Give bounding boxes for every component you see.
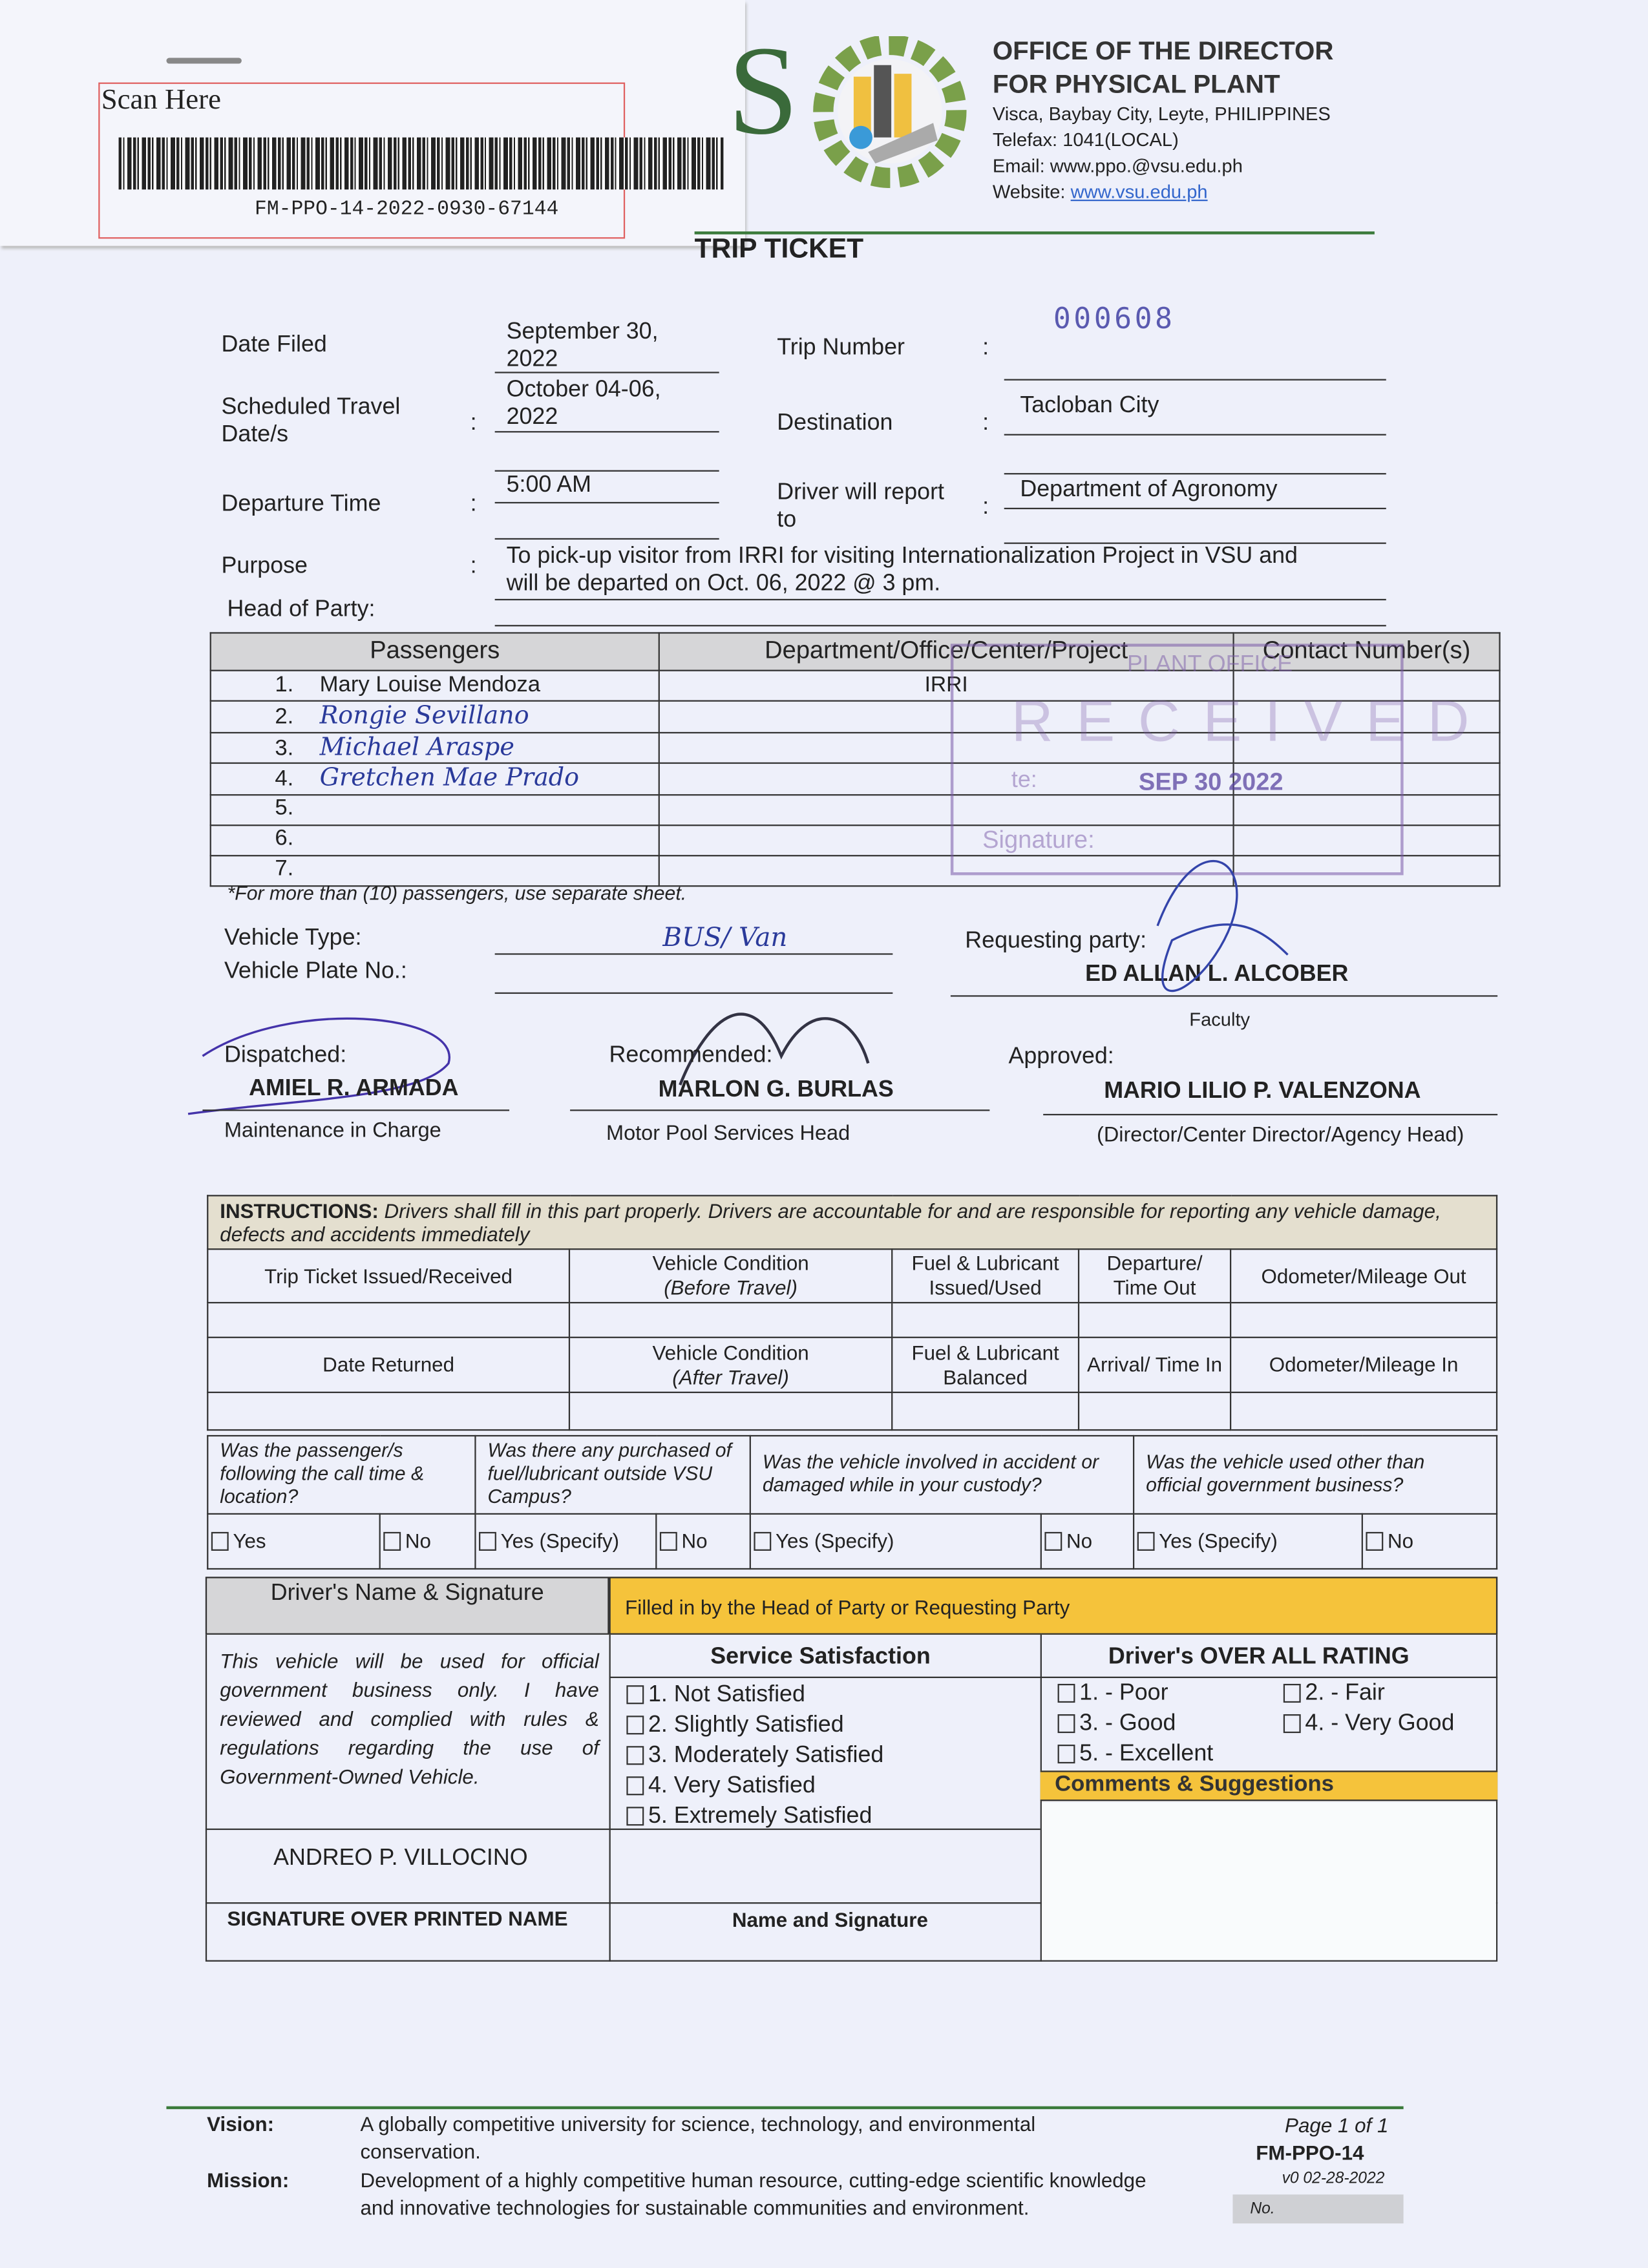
q1-yes-checkbox[interactable]: Yes — [207, 1513, 379, 1568]
requesting-party-title: Faculty — [1189, 1008, 1251, 1031]
approved-title: (Director/Center Director/Agency Head) — [1097, 1124, 1464, 1148]
comments-header: Comments & Suggestions — [1041, 1770, 1497, 1801]
barcode-text: FM-PPO-14-2022-0930-67144 — [255, 198, 559, 222]
input-cell[interactable] — [207, 1392, 569, 1430]
date-filed-value-1: September 30, — [506, 319, 659, 344]
rating-fair[interactable]: 2. - Fair — [1284, 1681, 1385, 1706]
col-passengers: Passengers — [211, 633, 659, 670]
stamp-received: RECEIVED — [1011, 689, 1493, 754]
q3-no-checkbox[interactable]: No — [1041, 1513, 1134, 1568]
input-cell[interactable] — [569, 1392, 892, 1430]
question-fuel-purchase: Was there any purchased of fuel/lubricant outside VSU Campus? — [475, 1436, 750, 1513]
hdr-odometer-out: Odometer/Mileage Out — [1231, 1250, 1497, 1303]
vision-text-2: conservation. — [360, 2139, 481, 2163]
head-of-party-label: Head of Party: — [227, 597, 375, 622]
sched-value-1: October 04-06, — [506, 377, 661, 403]
stamp-signature: Signature: — [982, 826, 1095, 854]
sched-label-1: Scheduled Travel — [221, 395, 401, 420]
report-to-label-1: Driver will report — [777, 480, 944, 505]
trip-number-label: Trip Number — [777, 335, 905, 361]
mission-text-2: and innovative technologies for sustainable communities and environment. — [360, 2196, 1030, 2220]
questions-table — [207, 1435, 1497, 1569]
trip-number-value: 000608 — [1053, 300, 1176, 336]
driver-name: ANDREO P. VILLOCINO — [273, 1845, 528, 1871]
purpose-value-2: will be departed on Oct. 06, 2022 @ 3 pm. — [506, 571, 941, 596]
input-cell[interactable] — [892, 1392, 1079, 1430]
approved-name: MARIO LILIO P. VALENZONA — [1104, 1079, 1421, 1104]
service-option[interactable]: 3. Moderately Satisfied — [626, 1740, 883, 1770]
q1-no-checkbox[interactable]: No — [380, 1513, 476, 1568]
mission-label: Mission: — [207, 2168, 290, 2192]
passenger-name: 2. Rongie Sevillano — [211, 701, 659, 732]
requesting-party-label: Requesting party: — [965, 929, 1147, 954]
colon: : — [470, 492, 477, 517]
website-label: Website: — [992, 180, 1066, 203]
sched-value-2: 2022 — [506, 404, 558, 430]
header-line2: FOR PHYSICAL PLANT — [992, 69, 1280, 99]
driver-statement: This vehicle will be used for official government business only. I have reviewed and complied with rules & regulations regarding the use of Government-Owned Vehicle. — [220, 1649, 599, 1789]
head-party-header: Filled in by the Head of Party or Requesting Party — [609, 1577, 1498, 1635]
date-filed-value-2: 2022 — [506, 347, 558, 372]
passenger-name: 7. — [211, 856, 659, 886]
passenger-name: 1. Mary Louise Mendoza — [211, 671, 659, 701]
purpose-value-1: To pick-up visitor from IRRI for visiting Internationalization Project in VSU and — [506, 543, 1298, 569]
dispatched-name: AMIEL R. ARMADA — [249, 1076, 459, 1101]
header-address: Visca, Baybay City, Leyte, PHILIPPINES — [992, 102, 1331, 125]
report-to-label-2: to — [777, 507, 797, 532]
hdr-fuel-balanced: Fuel & Lubricant Balanced — [892, 1338, 1079, 1392]
page-number: Page 1 of 1 — [1285, 2113, 1389, 2137]
rating-excellent[interactable]: 5. - Excellent — [1058, 1742, 1214, 1768]
header-line1: OFFICE OF THE DIRECTOR — [992, 36, 1334, 65]
colon: : — [982, 494, 989, 520]
recommended-name: MARLON G. BURLAS — [658, 1077, 894, 1102]
col-contact: Contact Number(s) — [1234, 633, 1500, 670]
service-option[interactable]: 1. Not Satisfied — [626, 1679, 883, 1710]
question-call-time: Was the passenger/s following the call time & location? — [207, 1436, 475, 1513]
header-email: Email: www.ppo.@vsu.edu.ph — [992, 154, 1243, 177]
rating-good[interactable]: 3. - Good — [1058, 1712, 1176, 1738]
colon: : — [470, 410, 477, 436]
rating-very-good[interactable]: 4. - Very Good — [1284, 1712, 1455, 1738]
question-other-use: Was the vehicle used other than official government business? — [1134, 1436, 1497, 1513]
name-signature-label: Name and Signature — [732, 1907, 928, 1931]
q2-no-checkbox[interactable]: No — [656, 1513, 750, 1568]
recommended-title: Motor Pool Services Head — [606, 1122, 850, 1146]
rating-title: Driver's OVER ALL RATING — [1108, 1644, 1410, 1670]
header-telefax: Telefax: 1041(LOCAL) — [992, 129, 1179, 151]
hdr-date-returned: Date Returned — [207, 1338, 569, 1392]
q4-no-checkbox[interactable]: No — [1362, 1513, 1497, 1568]
rating-poor[interactable]: 1. - Poor — [1058, 1681, 1168, 1706]
hdr-arrival-time: Arrival/ Time In — [1079, 1338, 1231, 1392]
stamp-date-label: te: — [1011, 768, 1037, 793]
question-accident: Was the vehicle involved in accident or damaged while in your custody? — [750, 1436, 1134, 1513]
vision-text-1: A globally competitive university for science, technology, and environmental — [360, 2112, 1036, 2136]
logo-s: S — [728, 21, 799, 162]
driver-sig-label: SIGNATURE OVER PRINTED NAME — [227, 1906, 568, 1930]
service-option[interactable]: 2. Slightly Satisfied — [626, 1710, 883, 1740]
q2-yes-checkbox[interactable]: Yes (Specify) — [475, 1513, 656, 1568]
stamp-date: SEP 30 2022 — [1138, 768, 1284, 796]
vehicle-plate-label: Vehicle Plate No.: — [224, 959, 407, 984]
requesting-party-name: ED ALLAN L. ALCOBER — [1085, 961, 1349, 987]
service-satisfaction-title: Service Satisfaction — [710, 1644, 931, 1670]
driver-header: Driver's Name & Signature — [206, 1577, 609, 1635]
input-cell[interactable] — [1079, 1392, 1231, 1430]
vehicle-type-value: BUS/ Van — [662, 923, 788, 954]
dispatched-label: Dispatched: — [224, 1043, 347, 1068]
instructions-table — [207, 1195, 1497, 1431]
passenger-name: 4. Gretchen Mae Prado — [211, 763, 659, 794]
form-no-box: No. — [1232, 2194, 1403, 2223]
input-cell[interactable] — [569, 1303, 892, 1338]
sched-label-2: Date/s — [221, 422, 289, 447]
hdr-vehicle-condition-after: Vehicle Condition (After Travel) — [569, 1338, 892, 1392]
website-link[interactable]: www.vsu.edu.ph — [1070, 180, 1208, 203]
recommended-label: Recommended: — [609, 1043, 773, 1068]
passenger-name: 6. — [211, 825, 659, 856]
footer-rule — [166, 2106, 1403, 2109]
hdr-odometer-in: Odometer/Mileage In — [1231, 1338, 1497, 1392]
passengers-note: *For more than (10) passengers, use separate sheet. — [227, 882, 687, 905]
page-title: TRIP TICKET — [694, 234, 864, 265]
passenger-name: 3. Michael Araspe — [211, 732, 659, 763]
hdr-fuel-issued: Fuel & Lubricant Issued/Used — [892, 1250, 1079, 1303]
q3-yes-checkbox[interactable]: Yes (Specify) — [750, 1513, 1041, 1568]
col-department: Department/Office/Center/Project — [659, 633, 1234, 670]
colon: : — [470, 554, 477, 579]
input-cell[interactable] — [1231, 1392, 1497, 1430]
comments-input[interactable] — [1042, 1803, 1496, 1960]
departure-label: Departure Time — [221, 492, 381, 517]
approved-label: Approved: — [1008, 1044, 1114, 1069]
vehicle-type-label: Vehicle Type: — [224, 925, 362, 950]
service-option[interactable]: 4. Very Satisfied — [626, 1770, 883, 1801]
hdr-departure-time: Departure/ Time Out — [1079, 1250, 1231, 1303]
dispatched-title: Maintenance in Charge — [224, 1119, 441, 1143]
mission-text-1: Development of a highly competitive human resource, cutting-edge scientific knowledge — [360, 2168, 1146, 2192]
instructions-text: INSTRUCTIONS: Drivers shall fill in this part properly. Drivers are accountable for and are responsible for reporting any vehicle damage, defects and accidents immediately — [207, 1195, 1497, 1249]
stamp-office: PLANT OFFICE — [1127, 652, 1293, 677]
service-option[interactable]: 5. Extremely Satisfied — [626, 1801, 883, 1831]
input-cell[interactable] — [207, 1303, 569, 1338]
vision-label: Vision: — [207, 2112, 275, 2136]
destination-value: Tacloban City — [1020, 393, 1159, 419]
form-code: FM-PPO-14 — [1256, 2141, 1364, 2165]
report-to-value: Department of Agronomy — [1020, 477, 1278, 502]
date-filed-label: Date Filed — [221, 332, 327, 357]
departure-value: 5:00 AM — [506, 473, 592, 498]
form-version: v0 02-28-2022 — [1282, 2170, 1385, 2188]
input-cell[interactable] — [1231, 1303, 1497, 1338]
destination-label: Destination — [777, 410, 893, 436]
colon: : — [982, 335, 989, 361]
hdr-vehicle-condition-before: Vehicle Condition (Before Travel) — [569, 1250, 892, 1303]
scan-here-text: Scan Here — [101, 83, 221, 116]
q4-yes-checkbox[interactable]: Yes (Specify) — [1134, 1513, 1362, 1568]
purpose-label: Purpose — [221, 554, 308, 579]
service-options — [626, 1679, 883, 1831]
input-cell[interactable] — [892, 1303, 1079, 1338]
passenger-dept: IRRI — [659, 671, 1234, 701]
passenger-name: 5. — [211, 795, 659, 825]
hdr-trip-ticket-issued: Trip Ticket Issued/Received — [207, 1250, 569, 1303]
colon: : — [982, 410, 989, 436]
input-cell[interactable] — [1079, 1303, 1231, 1338]
